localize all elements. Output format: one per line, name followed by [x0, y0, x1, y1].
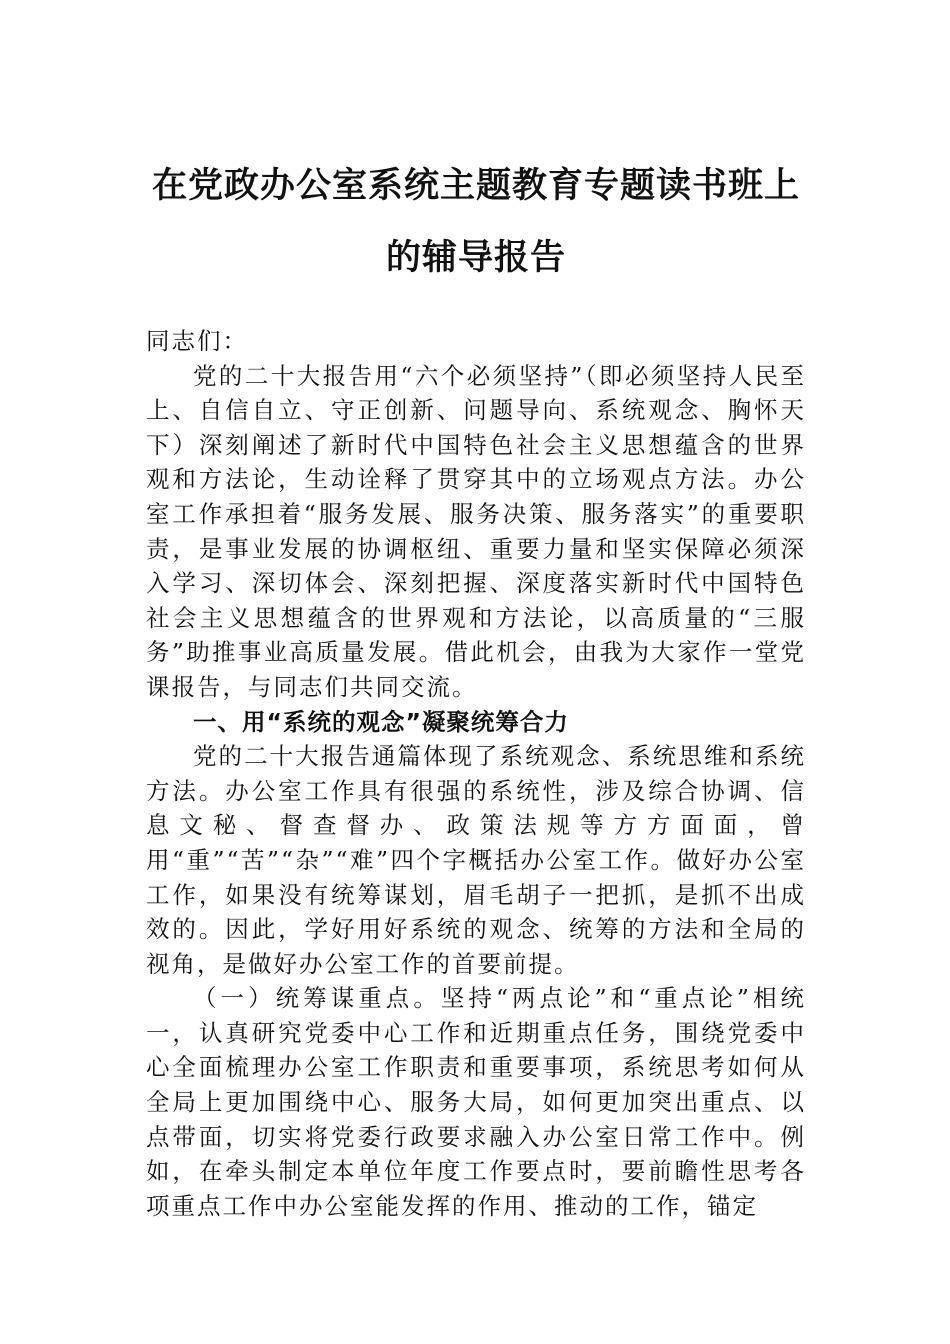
intro-paragraph: 党的二十大报告用“六个必须坚持”（即必须坚持人民至上、自信自立、守正创新、问题导向、系统观念、胸怀天下）深刻阐述了新时代中国特色社会主义思想蕴含的世界观和方法论，生动诠释了贯穿其中的立场观点方法。办公室工作承担着“服务发展、服务决策、服务落实”的重要职责，是事业发展的协调枢纽、重要力量和坚实保障必须深入学习、深切体会、深刻把握、深度落实新时代中国特色社会主义思想蕴含的世界观和方法论，以高质量的“三服务”助推事业高质量发展。借此机会，由我为大家作一堂党课报告，与同志们共同交流。: [146, 361, 806, 701]
salutation: 同志们：: [146, 327, 248, 355]
document-title-line-2: 的辅导报告: [385, 238, 566, 278]
section-1-paragraph-1: 党的二十大报告通篇体现了系统观念、系统思维和系统方法。办公室工作具有很强的系统性，涉及综合协调、信息文秘、督查督办、政策法规等方方面面，曾用“重”“苦”“杂”“难”四个字概括办公室工作。做好办公室工作，如果没有统筹谋划，眉毛胡子一把抓，是抓不出成效的。因此，学好用好系统的观念、统筹的方法和全局的视角，是做好办公室工作的首要前提。: [146, 742, 806, 978]
document-body: [146, 324, 806, 1223]
document-title-line-1: 在党政办公室系统主题教育专题读书班上: [151, 166, 800, 206]
section-1-paragraph-2: （一）统筹谋重点。坚持“两点论”和“重点论”相统一，认真研究党委中心工作和近期重点任务，围绕党委中心全面梳理办公室工作职责和重要事项，系统思考如何从全局上更加围绕中心、服务大局，如何更加突出重点、以点带面，切实将党委行政要求融入办公室日常工作中。例如，在牵头制定本单位年度工作要点时，要前瞻性思考各项重点工作中办公室能发挥的作用、推动的工作，锚定: [146, 984, 806, 1220]
section-1-heading: 一、用“系统的观念”凝聚统筹合力: [193, 707, 569, 736]
